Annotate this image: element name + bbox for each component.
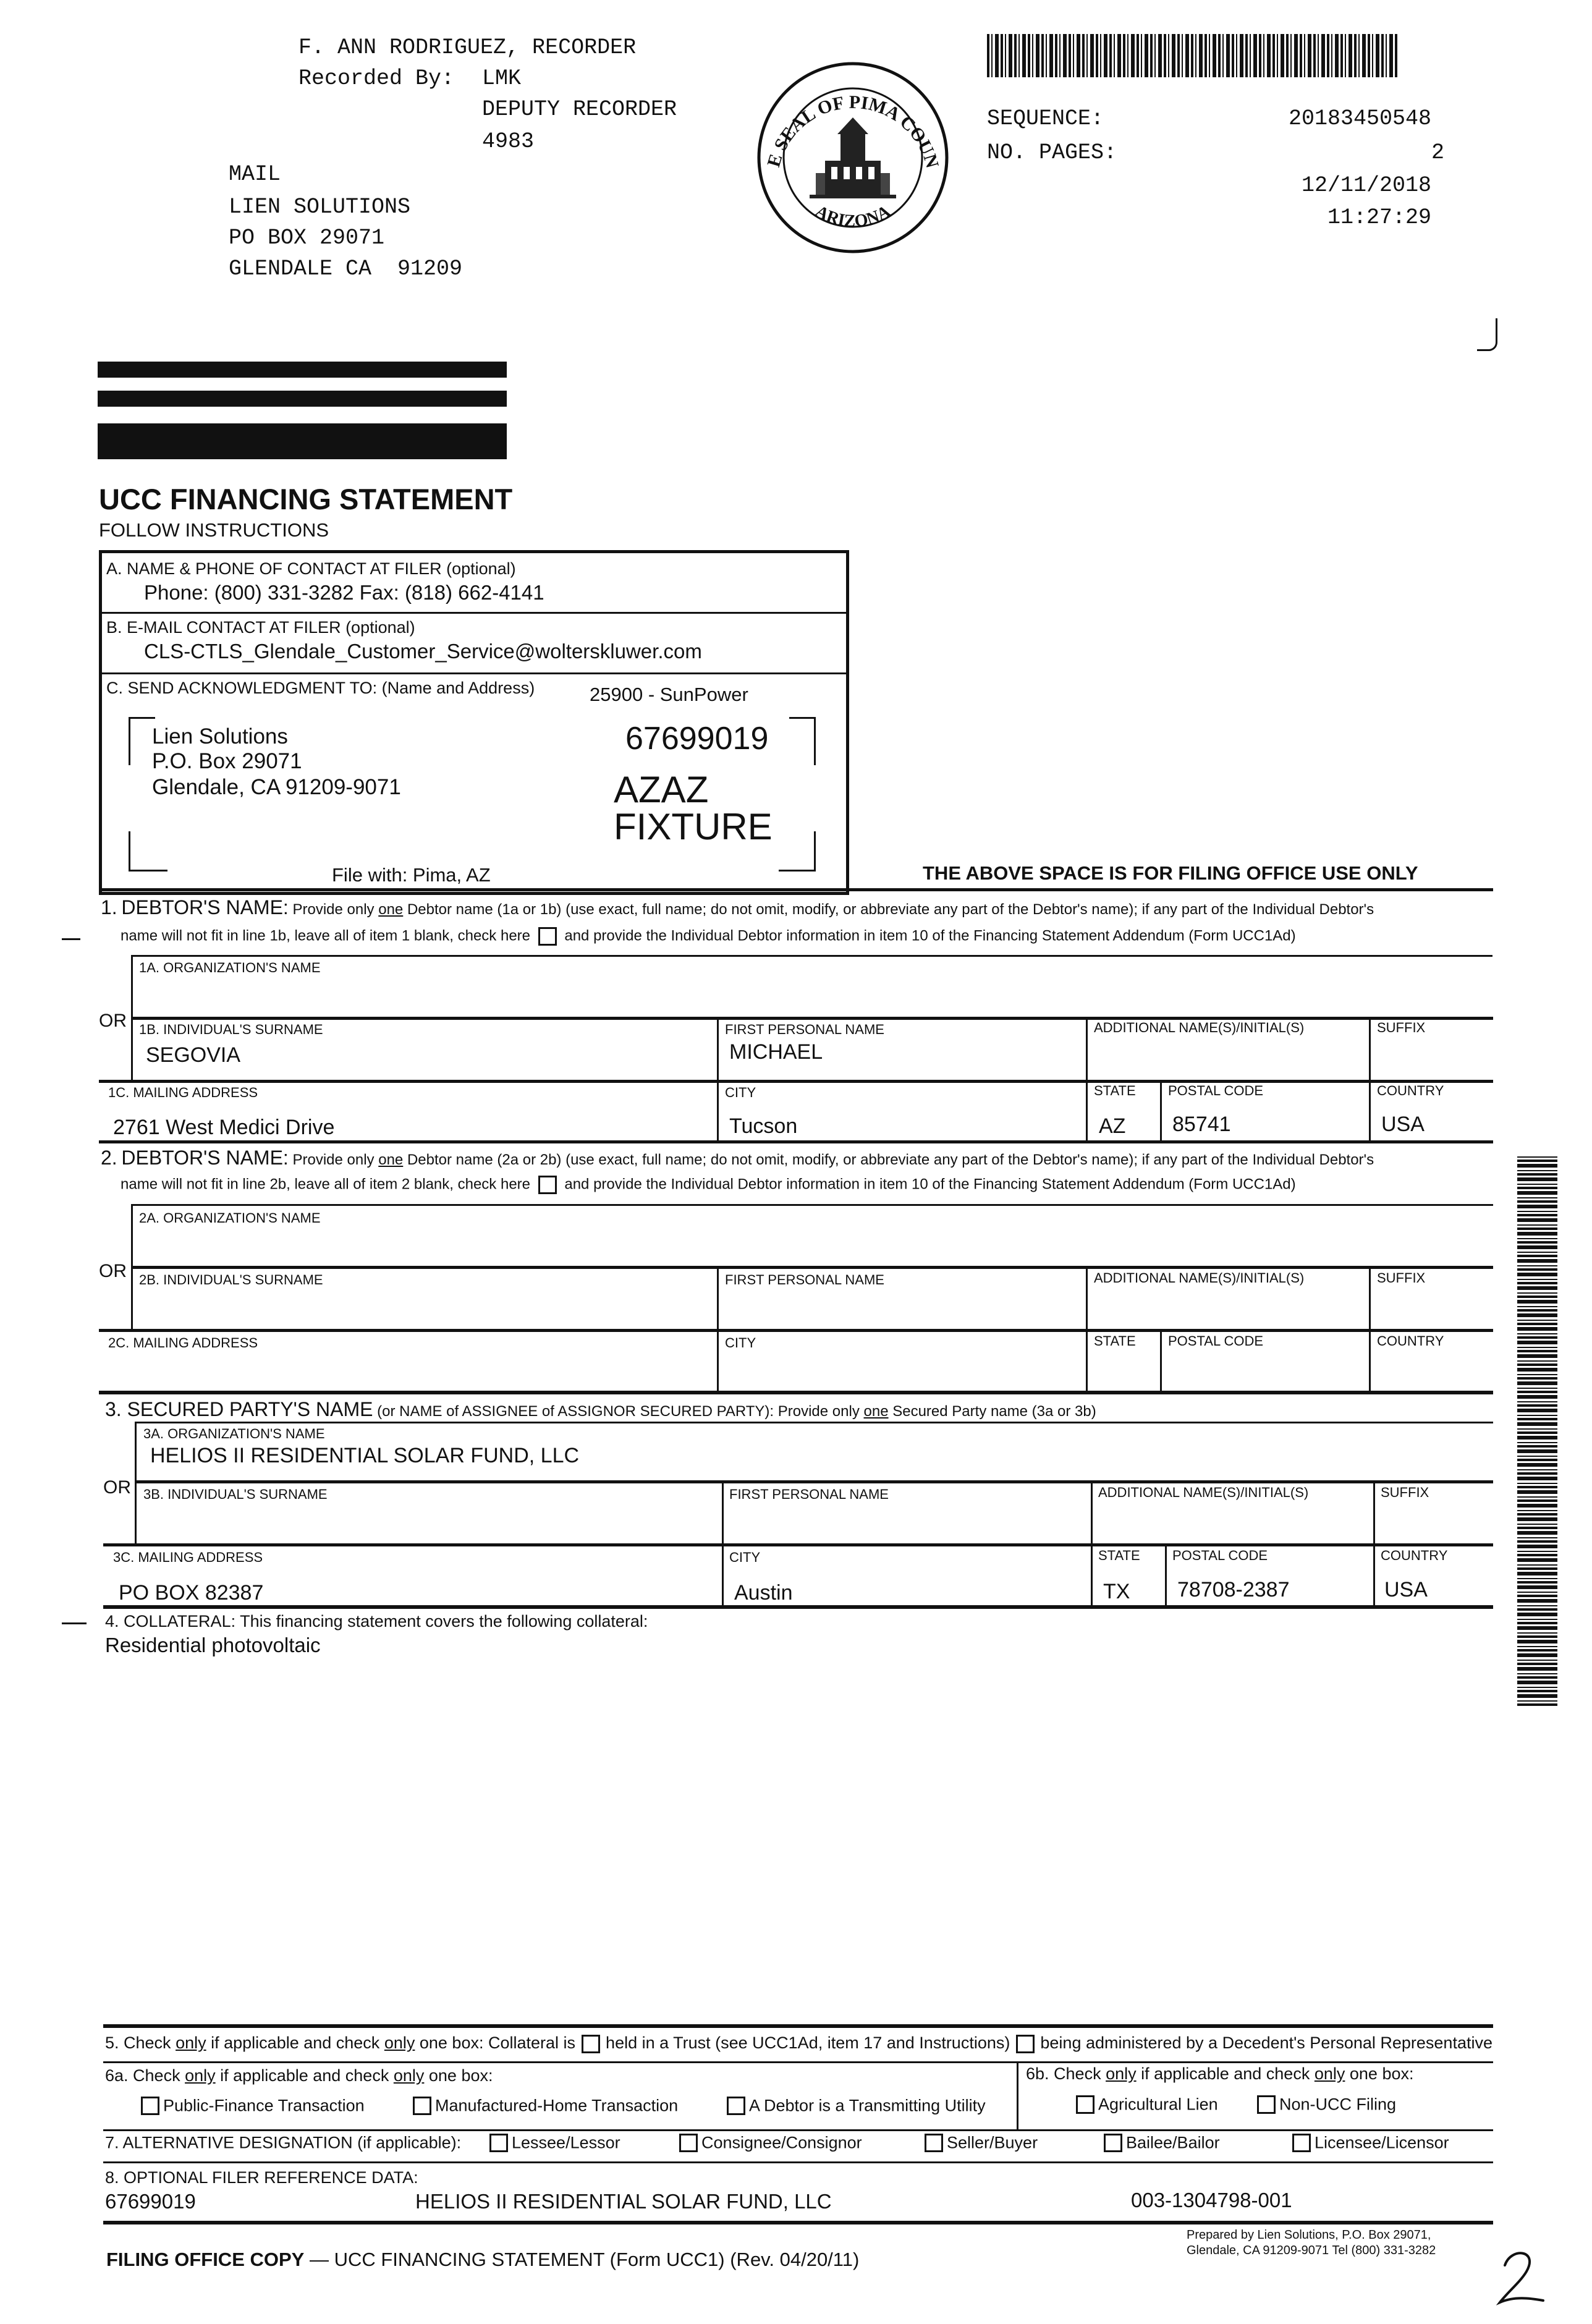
- item5-only: only: [176, 2034, 206, 2052]
- item6a-manufactured-home-label: Manufactured-Home Transaction: [435, 2096, 679, 2115]
- deputy-number: 4983: [482, 129, 535, 154]
- debtor1-surname-label: 1B. INDIVIDUAL'S SURNAME: [139, 1022, 323, 1037]
- section5-top-rule: [103, 2024, 1493, 2028]
- side-barcode: [1517, 1156, 1557, 1706]
- redaction-bar-1: [98, 362, 507, 378]
- item5-text-b: if applicable and check: [211, 2034, 380, 2052]
- secured-postal-label: POSTAL CODE: [1172, 1548, 1268, 1563]
- item5-row: [105, 2034, 1492, 2053]
- item8-ref-name: HELIOS II RESIDENTIAL SOLAR FUND, LLC: [415, 2190, 832, 2213]
- debtor2-additional-label: ADDITIONAL NAME(S)/INITIAL(S): [1094, 1270, 1305, 1286]
- debtor2-instr-line2a: name will not fit in line 2b, leave all of item 2 blank, check here: [121, 1176, 531, 1193]
- item6b-agricultural-lien-checkbox[interactable]: [1076, 2095, 1094, 2114]
- mail-line-2: PO BOX 29071: [229, 226, 385, 250]
- debtor1-mailing: 2761 West Medici Drive: [113, 1116, 335, 1139]
- sequence-label: SEQUENCE:: [987, 106, 1104, 131]
- debtor1-instr-line2: [121, 927, 1296, 946]
- item6a-transmitting-utility-label: A Debtor is a Transmitting Utility: [749, 2096, 986, 2115]
- debtor2-suffix-label: SUFFIX: [1377, 1270, 1426, 1286]
- debtor1-country: USA: [1381, 1113, 1425, 1136]
- item6b-only: only: [1106, 2064, 1137, 2083]
- item6a-text-c: one box:: [428, 2066, 493, 2085]
- item6a-public-finance-label: Public-Finance Transaction: [163, 2096, 365, 2115]
- file-with: File with: Pima, AZ: [332, 864, 491, 886]
- debtor2-postal-label: POSTAL CODE: [1168, 1333, 1264, 1349]
- secured-country: USA: [1384, 1578, 1428, 1601]
- debtor1-suffix-label: SUFFIX: [1377, 1020, 1426, 1035]
- ack-corner-br: [779, 831, 816, 872]
- item6a-public-finance-checkbox[interactable]: [141, 2097, 159, 2115]
- item8-ref-number: 67699019: [105, 2190, 196, 2213]
- pages-count: 2: [1431, 140, 1445, 165]
- item5-text-c: one box: Collateral is: [419, 2034, 576, 2052]
- item7-opt-licensee[interactable]: [1289, 2132, 1449, 2152]
- mail-line-3: GLENDALE CA 91209: [229, 257, 463, 281]
- contact-b-email: CLS-CTLS_Glendale_Customer_Service@wolterskluwer.com: [144, 640, 702, 663]
- item6b-opt-agricultural-lien[interactable]: [1072, 2094, 1218, 2114]
- item7-opt-lessee[interactable]: [486, 2132, 620, 2152]
- debtor1-first: MICHAEL: [729, 1040, 823, 1064]
- item6b-only2: only: [1314, 2064, 1345, 2083]
- recorded-by-label: Recorded By:: [298, 66, 455, 91]
- footer-prepared-1: Prepared by Lien Solutions, P.O. Box 29071,: [1187, 2228, 1431, 2242]
- debtor1-org-box: [131, 955, 1492, 1019]
- seal-bottom-text: ARIZONA: [812, 201, 894, 231]
- debtor1-postal-label: POSTAL CODE: [1168, 1083, 1264, 1098]
- handwritten-page-mark: [1492, 2244, 1548, 2312]
- item6b-text-a: 6b. Check: [1026, 2064, 1101, 2083]
- item6a-transmitting-utility-checkbox[interactable]: [727, 2097, 745, 2115]
- filing-office-note: THE ABOVE SPACE IS FOR FILING OFFICE USE ONLY: [923, 862, 1418, 884]
- footer-form-id: [106, 2249, 859, 2271]
- debtor2-instr-line2: [121, 1176, 1296, 1194]
- debtor2-first-label: FIRST PERSONAL NAME: [725, 1272, 884, 1287]
- debtor2-ucc1ad-checkbox[interactable]: [538, 1176, 557, 1194]
- item8-label: 8. OPTIONAL FILER REFERENCE DATA:: [105, 2168, 418, 2187]
- debtor1-instr-line2a: name will not fit in line 1b, leave all of item 1 blank, check here: [121, 927, 531, 944]
- secured-additional-label: ADDITIONAL NAME(S)/INITIAL(S): [1098, 1485, 1309, 1500]
- debtor2-instr-line2b: and provide the Individual Debtor information in item 10 of the Financing Statement Addendum (Form UCC1Ad): [564, 1176, 1296, 1193]
- ack-line-3: Glendale, CA 91209-9071: [152, 775, 401, 799]
- debtor2-instr-a: Provide only: [292, 1151, 375, 1168]
- secured-mailing-label: 3C. MAILING ADDRESS: [113, 1550, 263, 1565]
- section2-top-rule: [99, 1140, 1493, 1143]
- item5-opt2: being administered by a Decedent's Personal Representative: [1040, 2034, 1492, 2052]
- debtor1-or: OR: [99, 1011, 127, 1031]
- item5-opt1: held in a Trust (see UCC1Ad, item 17 and Instructions): [606, 2034, 1010, 2052]
- debtor2-surname-label: 2B. INDIVIDUAL'S SURNAME: [139, 1272, 323, 1287]
- ack-corner-bl: [129, 831, 167, 872]
- secured-suffix-label: SUFFIX: [1381, 1485, 1429, 1500]
- debtor2-country-label: COUNTRY: [1377, 1333, 1444, 1349]
- secured-instr-b: Secured Party name (3a or 3b): [892, 1403, 1096, 1420]
- debtor2-state-label: STATE: [1094, 1333, 1136, 1349]
- item6a-only2: only: [393, 2066, 425, 2085]
- item6b-non-ucc-label: Non-UCC Filing: [1279, 2095, 1397, 2114]
- debtor1-org-label: 1A. ORGANIZATION'S NAME: [139, 960, 321, 975]
- item7-opt-consignee[interactable]: [675, 2132, 862, 2152]
- footer-prepared-2: Glendale, CA 91209-9071 Tel (800) 331-3282: [1187, 2244, 1436, 2257]
- item6a-opt-public-finance[interactable]: [137, 2095, 365, 2115]
- debtor1-instr-b: Debtor name (1a or 1b) (use exact, full name; do not omit, modify, or abbreviate any part of the Debtor's name); if any part of the Individual Debtor's: [407, 901, 1374, 918]
- item5-only2: only: [384, 2034, 415, 2052]
- redaction-bar-2: [98, 391, 507, 407]
- item6b-opt-non-ucc[interactable]: [1253, 2094, 1396, 2114]
- secured-org-value: HELIOS II RESIDENTIAL SOLAR FUND, LLC: [150, 1444, 580, 1467]
- debtor1-city: Tucson: [729, 1114, 798, 1138]
- debtor2-heading-text: DEBTOR'S NAME:: [121, 1147, 289, 1169]
- svg-text:ARIZONA: [812, 201, 894, 231]
- debtor1-heading-num: 1.: [101, 896, 117, 918]
- item6b-agricultural-lien-label: Agricultural Lien: [1098, 2095, 1218, 2114]
- secured-org-label: 3A. ORGANIZATION'S NAME: [143, 1426, 325, 1441]
- item6b-label: [1026, 2064, 1413, 2084]
- item7-licensee-label: Licensee/Licensor: [1315, 2133, 1449, 2152]
- item5-decedent-checkbox[interactable]: [1016, 2035, 1035, 2053]
- debtor2-heading-num: 2.: [101, 1147, 117, 1169]
- debtor1-instr-a: Provide only: [292, 901, 375, 918]
- item7-seller-label: Seller/Buyer: [947, 2133, 1038, 2152]
- secured-or: OR: [103, 1477, 131, 1498]
- item7-consignee-label: Consignee/Consignor: [701, 2133, 862, 2152]
- item5-text-a: 5. Check: [105, 2034, 171, 2052]
- item8-bottom-rule: [103, 2221, 1493, 2224]
- debtor1-additional-label: ADDITIONAL NAME(S)/INITIAL(S): [1094, 1020, 1305, 1035]
- section1-top-rule: [99, 888, 1493, 891]
- secured-postal: 78708-2387: [1177, 1578, 1290, 1601]
- debtor2-instr-b: Debtor name (2a or 2b) (use exact, full name; do not omit, modify, or abbreviate any part of the Debtor's name); if any part of the Individual Debtor's: [407, 1151, 1374, 1168]
- debtor2-mailing-label: 2C. MAILING ADDRESS: [108, 1335, 258, 1351]
- debtor1-heading: [101, 896, 1374, 919]
- contact-c-ref: 25900 - SunPower: [590, 684, 748, 705]
- item6a-label: [105, 2066, 493, 2085]
- margin-dash-2: [62, 1622, 87, 1624]
- debtor1-postal: 85741: [1172, 1113, 1231, 1136]
- item7-licensee-checkbox[interactable]: [1292, 2134, 1311, 2152]
- secured-city: Austin: [734, 1581, 793, 1605]
- item6a-opt-transmitting-utility[interactable]: [723, 2095, 986, 2115]
- margin-dash-1: [62, 938, 80, 940]
- contact-a-label: A. NAME & PHONE OF CONTACT AT FILER (optional): [106, 559, 516, 578]
- section4-top-rule: [103, 1605, 1493, 1609]
- recording-time: 11:27:29: [1327, 205, 1432, 230]
- collateral-value: Residential photovoltaic: [105, 1634, 321, 1656]
- item6b-non-ucc-checkbox[interactable]: [1257, 2095, 1276, 2114]
- redaction-bar-3: [98, 423, 507, 459]
- form-title: UCC FINANCING STATEMENT: [99, 483, 513, 515]
- seal-graphic: [754, 59, 952, 257]
- debtor2-city-label: CITY: [725, 1335, 756, 1351]
- collateral-label: 4. COLLATERAL: This financing statement covers the following collateral:: [105, 1612, 648, 1631]
- item6a-manufactured-home-checkbox[interactable]: [413, 2097, 431, 2115]
- debtor2-instr-one: one: [378, 1151, 404, 1168]
- contact-a-value: Phone: (800) 331-3282 Fax: (818) 662-4141: [144, 581, 544, 604]
- item7-row: [105, 2132, 461, 2152]
- recording-barcode: [987, 34, 1398, 77]
- ack-corner-tr: [789, 717, 816, 765]
- item7-opt-seller[interactable]: [921, 2132, 1038, 2152]
- item6a-only: only: [185, 2066, 216, 2085]
- item6b-text-b: if applicable and check: [1141, 2064, 1310, 2083]
- item8-ref-code: 003-1304798-001: [1131, 2189, 1292, 2212]
- secured-heading-text: 3. SECURED PARTY'S NAME: [105, 1398, 373, 1420]
- secured-city-label: CITY: [729, 1550, 761, 1565]
- footer-form-name: — UCC FINANCING STATEMENT (Form UCC1) (Rev. 04/20/11): [304, 2249, 860, 2270]
- mail-line-1: LIEN SOLUTIONS: [229, 195, 411, 219]
- secured-heading: [105, 1398, 1096, 1421]
- secured-country-label: COUNTRY: [1381, 1548, 1448, 1563]
- secured-instr-one: one: [863, 1403, 889, 1420]
- item7-bailee-checkbox[interactable]: [1104, 2134, 1122, 2152]
- footer-filing-copy: FILING OFFICE COPY: [106, 2249, 305, 2270]
- county-seal: [754, 59, 952, 257]
- debtor2-or: OR: [99, 1261, 127, 1281]
- sequence-number: 20183450548: [1289, 106, 1432, 131]
- mail-label: MAIL: [229, 162, 281, 187]
- item7-lessee-checkbox[interactable]: [489, 2134, 508, 2152]
- item6a-text-b: if applicable and check: [220, 2066, 389, 2085]
- item6b-text-c: one box:: [1349, 2064, 1414, 2083]
- debtor1-state: AZ: [1099, 1114, 1126, 1138]
- item7-opt-bailee[interactable]: [1100, 2132, 1220, 2152]
- item5-trust-checkbox[interactable]: [582, 2035, 600, 2053]
- debtor2-org-label: 2A. ORGANIZATION'S NAME: [139, 1210, 321, 1226]
- debtor1-country-label: COUNTRY: [1377, 1083, 1444, 1098]
- secured-mailing: PO BOX 82387: [119, 1581, 264, 1605]
- item6a-opt-manufactured-home[interactable]: [409, 2095, 678, 2115]
- seal-top-text: E SEAL OF PIMA COUN: [763, 91, 943, 171]
- contact-b-label: B. E-MAIL CONTACT AT FILER (optional): [106, 618, 415, 637]
- pages-label: NO. PAGES:: [987, 140, 1117, 165]
- secured-instr-a: (or NAME of ASSIGNEE of ASSIGNOR SECURED PARTY): Provide only: [377, 1403, 860, 1420]
- debtor1-surname: SEGOVIA: [146, 1043, 241, 1067]
- secured-surname-label: 3B. INDIVIDUAL'S SURNAME: [143, 1486, 328, 1502]
- form-subtitle: FOLLOW INSTRUCTIONS: [99, 519, 329, 541]
- debtor1-state-label: STATE: [1094, 1083, 1136, 1098]
- ack-line-2: P.O. Box 29071: [152, 749, 302, 773]
- recorded-by-value: LMK: [482, 66, 522, 91]
- ack-code-1: AZAZ: [614, 769, 709, 810]
- contact-c-label: C. SEND ACKNOWLEDGMENT TO: (Name and Address): [106, 679, 535, 697]
- ack-code-2: FIXTURE: [614, 806, 773, 847]
- item7-bailee-label: Bailee/Bailor: [1126, 2133, 1220, 2152]
- ack-line-1: Lien Solutions: [152, 724, 288, 749]
- debtor1-mailing-label: 1C. MAILING ADDRESS: [108, 1085, 258, 1100]
- ack-corner-tl: [129, 717, 155, 765]
- margin-mark: [1477, 318, 1497, 351]
- recording-date: 12/11/2018: [1302, 173, 1432, 198]
- deputy-recorder: DEPUTY RECORDER: [482, 97, 677, 122]
- debtor1-instr-one: one: [378, 901, 404, 918]
- debtor2-heading: [101, 1147, 1374, 1169]
- item7-seller-checkbox[interactable]: [925, 2134, 943, 2152]
- secured-state: TX: [1103, 1580, 1130, 1603]
- secured-first-label: FIRST PERSONAL NAME: [729, 1486, 889, 1502]
- debtor1-ucc1ad-checkbox[interactable]: [538, 927, 557, 946]
- recorder-name: F. ANN RODRIGUEZ, RECORDER: [298, 35, 637, 60]
- secured-state-label: STATE: [1098, 1548, 1140, 1563]
- debtor1-instr-line2b: and provide the Individual Debtor information in item 10 of the Financing Statement Addendum (Form UCC1Ad): [564, 927, 1296, 944]
- debtor1-first-label: FIRST PERSONAL NAME: [725, 1022, 884, 1037]
- item7-lessee-label: Lessee/Lessor: [512, 2133, 620, 2152]
- item7-label: 7. ALTERNATIVE DESIGNATION (if applicable):: [105, 2133, 462, 2152]
- item6a-text-a: 6a. Check: [105, 2066, 180, 2085]
- section3-top-rule: [99, 1391, 1493, 1394]
- item7-consignee-checkbox[interactable]: [679, 2134, 698, 2152]
- ack-number: 67699019: [625, 721, 769, 757]
- debtor1-heading-text: DEBTOR'S NAME:: [121, 896, 289, 918]
- debtor1-city-label: CITY: [725, 1085, 756, 1100]
